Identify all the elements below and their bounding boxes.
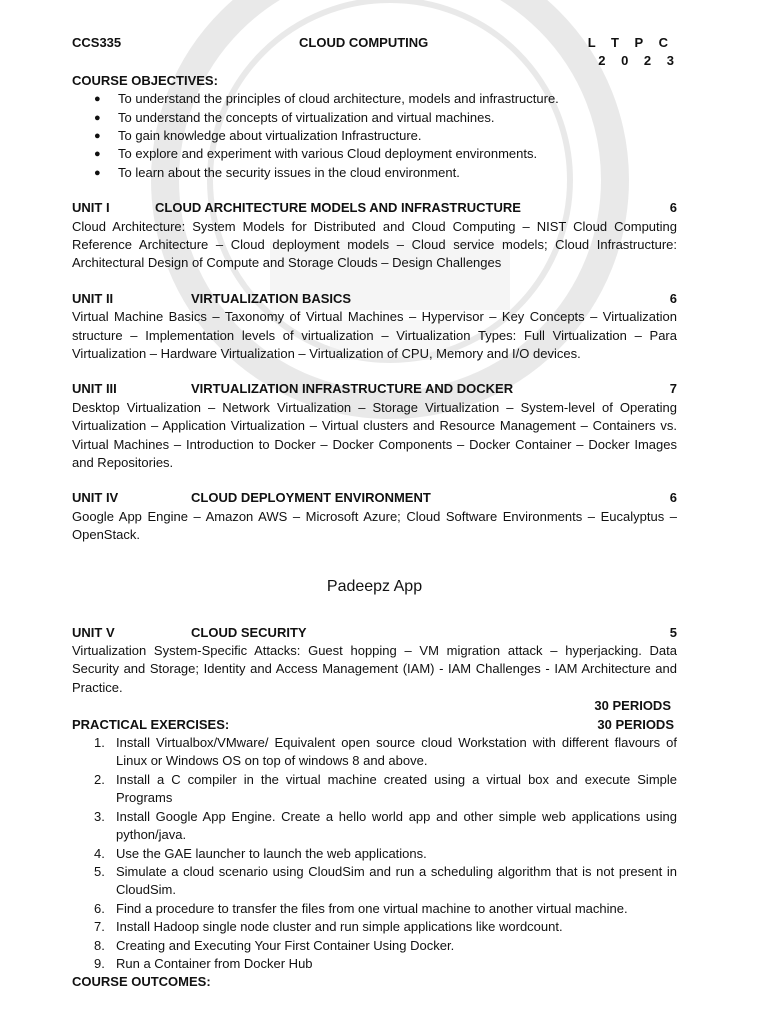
unit-hours: 5 <box>669 624 677 640</box>
unit-2-heading <box>72 290 677 308</box>
unit-4-heading <box>72 489 677 507</box>
syllabus-page <box>72 34 680 992</box>
list-item: ● To explore and experiment with various Cloud deployment environments. <box>72 145 677 163</box>
practical-periods: 30 PERIODS <box>597 716 674 732</box>
list-item: ● To gain knowledge about virtualization Infrastructure. <box>72 127 677 145</box>
unit-4-content: Google App Engine – Amazon AWS – Microsoft Azure; Cloud Software Environments – Eucalyptus – OpenStack. <box>72 508 677 543</box>
unit-title: CLOUD DEPLOYMENT ENVIRONMENT <box>191 490 431 506</box>
list-item: ● To learn about the security issues in the cloud environment. <box>72 164 677 182</box>
practical-list <box>72 734 677 973</box>
list-item: 6. Find a procedure to transfer the files from one virtual machine to another virtual machine. <box>94 900 628 916</box>
list-item: 7. Install Hadoop single node cluster and run simple applications like wordcount. <box>94 919 563 935</box>
practical-title: PRACTICAL EXERCISES: <box>72 716 230 732</box>
unit-title: CLOUD ARCHITECTURE MODELS AND INFRASTRUCTURE <box>155 200 521 216</box>
outcomes-title: COURSE OUTCOMES: <box>72 974 211 990</box>
unit-5-content: Virtualization System-Specific Attacks: Guest hopping – VM migration attack – hyperjacking. Data Security and Storage; Identity and Access Management (IAM) - IAM Challenges - IAM Architecture and Practice. <box>72 643 677 695</box>
list-item: ● To understand the principles of cloud architecture, models and infrastructure. <box>72 90 677 108</box>
list-item: 9. Run a Container from Docker Hub <box>94 955 313 971</box>
list-item: ● To understand the concepts of virtualization and virtual machines. <box>72 109 677 127</box>
bullet-icon: ● <box>94 166 101 179</box>
unit-title: VIRTUALIZATION BASICS <box>191 290 352 306</box>
ltpc-values: 2 0 2 3 <box>598 53 680 69</box>
list-item: 1. Install Virtualbox/VMware/ Equivalent open source cloud Workstation with different flavours of Linux or Windows OS on top of windows 8 and above. <box>94 735 677 769</box>
total-periods: 30 PERIODS <box>594 698 671 714</box>
objectives-list <box>72 90 677 182</box>
unit-hours: 6 <box>669 490 677 506</box>
list-item: 2. Install a C compiler in the virtual machine created using a virtual box and execute Simple Programs <box>94 771 677 806</box>
course-header <box>72 34 677 52</box>
unit-hours: 6 <box>669 290 677 306</box>
ltpc-label: L T P C <box>587 35 674 50</box>
app-name-caption: Padeepz App <box>326 577 423 595</box>
list-item: 5. Simulate a cloud scenario using CloudSim and run a scheduling algorithm that is not present in CloudSim. <box>94 863 677 898</box>
practical-heading <box>72 716 677 734</box>
unit-hours: 6 <box>669 200 677 216</box>
objectives-title: COURSE OBJECTIVES: <box>72 72 218 88</box>
unit-title: CLOUD SECURITY <box>191 624 307 640</box>
unit-hours: 7 <box>669 381 677 397</box>
unit-label: UNIT II <box>72 290 114 306</box>
unit-5-heading <box>72 624 677 642</box>
unit-3-content: Desktop Virtualization – Network Virtualization – Storage Virtualization – System-level of Operating Virtualization – Application Virtualization – Virtual clusters and Resource Management – Containers vs. Virtual Machines – Introduction to Docker – Docker Components – Docker Container – Docker Images and Repositories. <box>72 399 677 471</box>
bullet-icon: ● <box>94 111 101 124</box>
bullet-icon: ● <box>94 130 101 142</box>
unit-label: UNIT I <box>72 200 110 216</box>
list-item: 4. Use the GAE launcher to launch the web applications. <box>94 845 427 861</box>
unit-title: VIRTUALIZATION INFRASTRUCTURE AND DOCKER <box>191 381 514 397</box>
bullet-icon: ● <box>94 93 101 106</box>
unit-label: UNIT V <box>72 624 115 640</box>
unit-2-content: Virtual Machine Basics – Taxonomy of Virtual Machines – Hypervisor – Key Concepts – Virtualization structure – Implementation levels of virtualization – Virtualization Types: Full Virtualization – Para Virtualization – Hardware Virtualization – Virtualization of CPU, Memory and I/O devices. <box>72 309 677 362</box>
bullet-icon: ● <box>94 148 101 161</box>
course-code: CCS335 <box>72 35 122 50</box>
course-title: CLOUD COMPUTING <box>299 35 429 50</box>
list-item: 3. Install Google App Engine. Create a hello world app and other simple web applications using python/java. <box>94 808 677 843</box>
unit-label: UNIT IV <box>72 490 119 506</box>
unit-label: UNIT III <box>72 381 117 397</box>
unit-1-heading <box>72 199 677 217</box>
unit-1-content: Cloud Architecture: System Models for Distributed and Cloud Computing – NIST Cloud Computing Reference Architecture – Cloud deployment models – Cloud service models; Cloud Infrastructure: Architectural Design of Compute and Storage Clouds – Design Challenges <box>72 218 677 271</box>
unit-3-heading <box>72 380 677 398</box>
list-item: 8. Creating and Executing Your First Container Using Docker. <box>94 937 455 953</box>
